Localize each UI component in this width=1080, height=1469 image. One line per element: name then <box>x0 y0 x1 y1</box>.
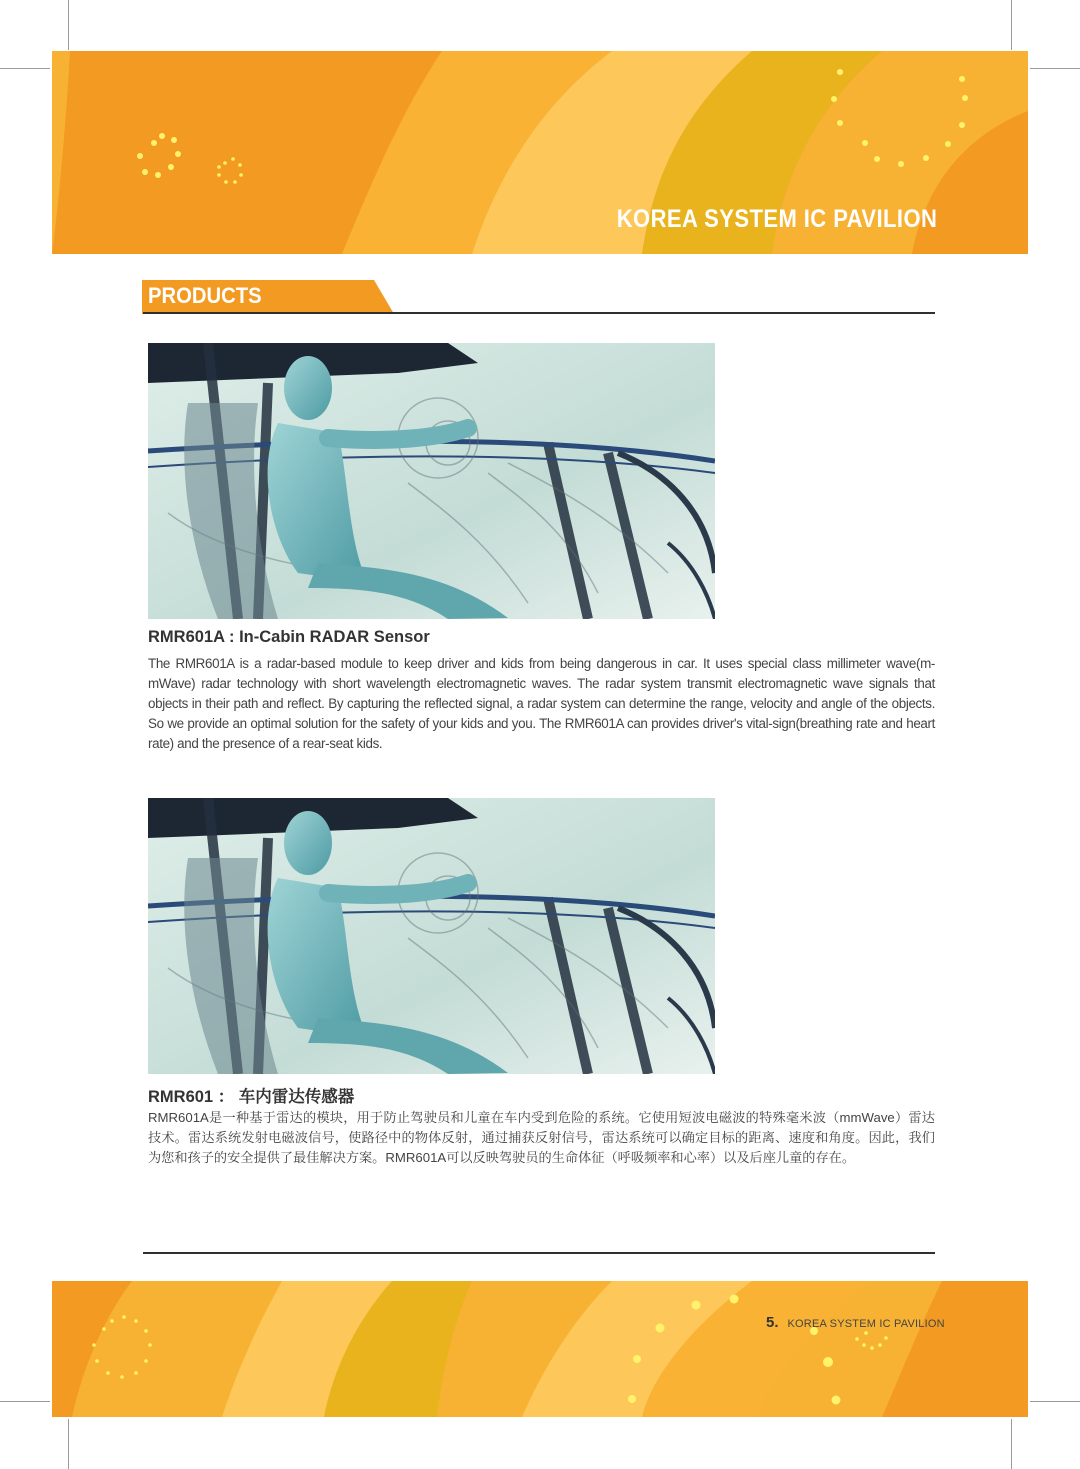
header-title: KOREA SYSTEM IC PAVILION <box>616 205 937 233</box>
product-description-en: The RMR601A is a radar-based module to keep driver and kids from being dangerous in car. It uses special class millimeter wave(m-mWave) radar technology with short wavelength electromagnetic waves. The radar system transmit electromagnetic wave signals that objects in their path and reflect. By capturing the reflected signal, a radar system can determine the range, velocity and angle of the objects. So we provide an optimal solution for the safety of your kids and you. The RMR601A can provides driver's vital-sign(breathing rate and heart rate) and the presence of a rear-seat kids. <box>148 656 935 751</box>
header-banner <box>52 51 1028 254</box>
crop-mark <box>1011 1419 1012 1469</box>
car-xray-illustration <box>148 798 715 1074</box>
product-title-cn: RMR601 ： 车内雷达传感器 <box>148 1088 355 1106</box>
product-description-cn: RMR601A是一种基于雷达的模块，用于防止驾驶员和儿童在车内受到危险的系统。它使用短波电磁波的特殊毫米波（mmWave）雷达技术。雷达系统发射电磁波信号，使路径中的物体反射，通过捕获反射信号，雷达系统可以确定目标的距离、速度和角度。因此，我们为您和孩子的安全提供了最佳解决方案。RMR601A可以反映驾驶员的生命体征（呼吸频率和心率）以及后座儿童的存在。 <box>148 1110 935 1165</box>
crop-mark <box>1030 1401 1080 1402</box>
crop-mark <box>0 1401 50 1402</box>
crop-mark <box>0 68 50 69</box>
footer-wave-graphic <box>52 1281 1028 1417</box>
car-xray-illustration <box>148 343 715 619</box>
crop-mark <box>1011 0 1012 50</box>
section-tab <box>142 280 398 314</box>
section-title: PRODUCTS <box>148 283 262 308</box>
product-image-in-cabin-radar <box>148 343 715 619</box>
product-image-in-cabin-radar-cn <box>148 798 715 1074</box>
footer-divider <box>143 1252 935 1254</box>
page-number: 5 <box>766 1314 775 1331</box>
footer-page-info <box>766 1314 945 1332</box>
crop-mark <box>1030 68 1080 69</box>
section-divider <box>143 312 935 314</box>
footer-banner <box>52 1281 1028 1417</box>
crop-mark <box>68 1419 69 1469</box>
footer-label: KOREA SYSTEM IC PAVILION <box>787 1318 945 1330</box>
crop-mark <box>68 0 69 50</box>
page-number-separator: . <box>774 1314 779 1331</box>
product-title-en: RMR601A : In-Cabin RADAR Sensor <box>148 628 430 646</box>
